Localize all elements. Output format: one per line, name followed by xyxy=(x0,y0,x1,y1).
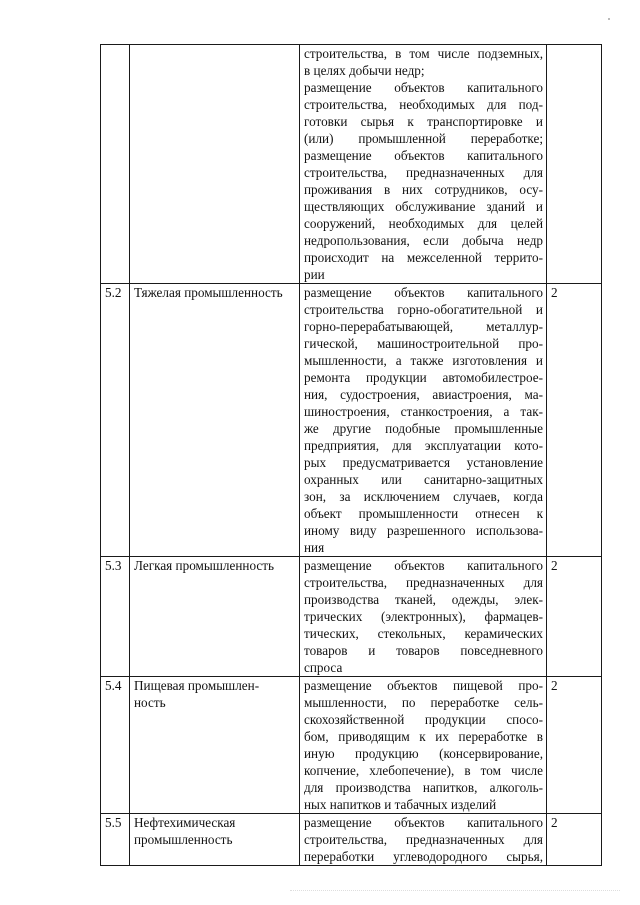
description-line: размещение объектов капитального xyxy=(304,148,543,163)
row-number-cell: 5.3 xyxy=(101,557,130,677)
description-line: размещение объектов пищевой про- xyxy=(304,678,543,693)
description-line: трических (электронных), фармацев- xyxy=(304,609,543,624)
description-line: в целях добычи недр; xyxy=(304,63,425,78)
row-name-cell xyxy=(130,677,300,814)
description-line: рии xyxy=(304,267,325,282)
row-name-cell xyxy=(130,814,300,866)
description-line: строительства горно-обогатительной и xyxy=(304,302,543,317)
description-line: рых предусматривается установление xyxy=(304,455,543,470)
row-code-cell: 2 xyxy=(547,284,602,557)
description-line: готовки сырья к транспортировке и xyxy=(304,114,543,129)
name-line: Тяжелая промышленность xyxy=(134,285,283,300)
description-line: тических, стекольных, керамических xyxy=(304,626,543,641)
table-row xyxy=(101,45,602,284)
description-line: горно-перерабатывающей, металлур- xyxy=(304,319,543,334)
description-line: иному виду разрешенного использова- xyxy=(304,523,543,538)
description-line: (или) промышленной переработке; xyxy=(304,131,543,146)
row-code-cell: 2 xyxy=(547,814,602,866)
row-description-cell xyxy=(300,45,547,284)
description-line: происходит на межселенной террито- xyxy=(304,250,543,265)
description-line: же другие подобные промышленные xyxy=(304,421,543,436)
description-line: производства тканей, одежды, элек- xyxy=(304,592,543,607)
description-line: строительства, в том числе подземных, xyxy=(304,46,543,61)
description-line: проживания в них сотрудников, осу- xyxy=(304,182,543,197)
description-line: для производства напитков, алкоголь- xyxy=(304,780,543,795)
description-line: ных напитков и табачных изделий xyxy=(304,797,497,812)
description-line: ществляющих обслуживание зданий и xyxy=(304,199,543,214)
row-name-cell xyxy=(130,557,300,677)
description-line: предприятия, для эксплуатации кото- xyxy=(304,438,543,453)
table-row xyxy=(101,557,602,677)
description-line: мышленности, а также изготовления и xyxy=(304,353,543,368)
name-line: Пищевая промышлен- xyxy=(134,678,260,693)
description-line: ния, судостроения, авиастроения, ма- xyxy=(304,387,543,402)
description-line: бом, приводящим к их переработке в xyxy=(304,729,543,744)
description-line: гической, машиностроительной про- xyxy=(304,336,543,351)
table-row xyxy=(101,284,602,557)
row-name-cell xyxy=(130,45,300,284)
description-line: размещение объектов капитального xyxy=(304,815,543,830)
row-number-cell: 5.5 xyxy=(101,814,130,866)
row-code-cell: 2 xyxy=(547,677,602,814)
row-code-cell xyxy=(547,45,602,284)
description-line: шиностроения, станкостроения, а так- xyxy=(304,404,543,419)
description-line: спроса xyxy=(304,660,343,675)
scan-speck xyxy=(608,18,610,20)
row-description-cell xyxy=(300,284,547,557)
description-line: ния xyxy=(304,540,325,555)
description-line: мышленности, по переработке сель- xyxy=(304,695,543,710)
name-line: Легкая промышленность xyxy=(134,558,274,573)
description-line: переработки углеводородного сырья, xyxy=(304,849,543,864)
description-line: ремонта продукции автомобилестрое- xyxy=(304,370,543,385)
description-line: размещение объектов капитального xyxy=(304,285,543,300)
description-line: размещение объектов капитального xyxy=(304,558,543,573)
row-number-cell xyxy=(101,45,130,284)
row-name-cell xyxy=(130,284,300,557)
description-line: строительства, необходимых для под- xyxy=(304,97,543,112)
description-line: строительства, предназначенных для xyxy=(304,832,543,847)
description-line: иную продукцию (консервирование, xyxy=(304,746,543,761)
row-number-cell: 5.4 xyxy=(101,677,130,814)
row-number-cell: 5.2 xyxy=(101,284,130,557)
description-line: строительства, предназначенных для xyxy=(304,165,543,180)
description-line: копчение, хлебопечение), в том числе xyxy=(304,763,543,778)
description-line: скохозяйственной продукции спосо- xyxy=(304,712,543,727)
scan-bottom-marks xyxy=(290,890,620,895)
description-line: строительства, предназначенных для xyxy=(304,575,543,590)
row-description-cell xyxy=(300,557,547,677)
row-description-cell xyxy=(300,814,547,866)
description-line: охранных или санитарно-защитных xyxy=(304,472,543,487)
table-row xyxy=(101,677,602,814)
table-row xyxy=(101,814,602,866)
description-line: зон, за исключением случаев, когда xyxy=(304,489,543,504)
description-line: размещение объектов капитального xyxy=(304,80,543,95)
description-line: сооружений, необходимых для целей xyxy=(304,216,543,231)
description-line: недропользования, если добыча недр xyxy=(304,233,543,248)
description-line: объект промышленности отнесен к xyxy=(304,506,543,521)
row-code-cell: 2 xyxy=(547,557,602,677)
name-line: ность xyxy=(134,695,166,710)
name-line: промышленность xyxy=(134,832,233,847)
description-line: товаров и товаров повседневного xyxy=(304,643,543,658)
name-line: Нефтехимическая xyxy=(134,815,236,830)
row-description-cell xyxy=(300,677,547,814)
land-use-table xyxy=(100,44,602,866)
